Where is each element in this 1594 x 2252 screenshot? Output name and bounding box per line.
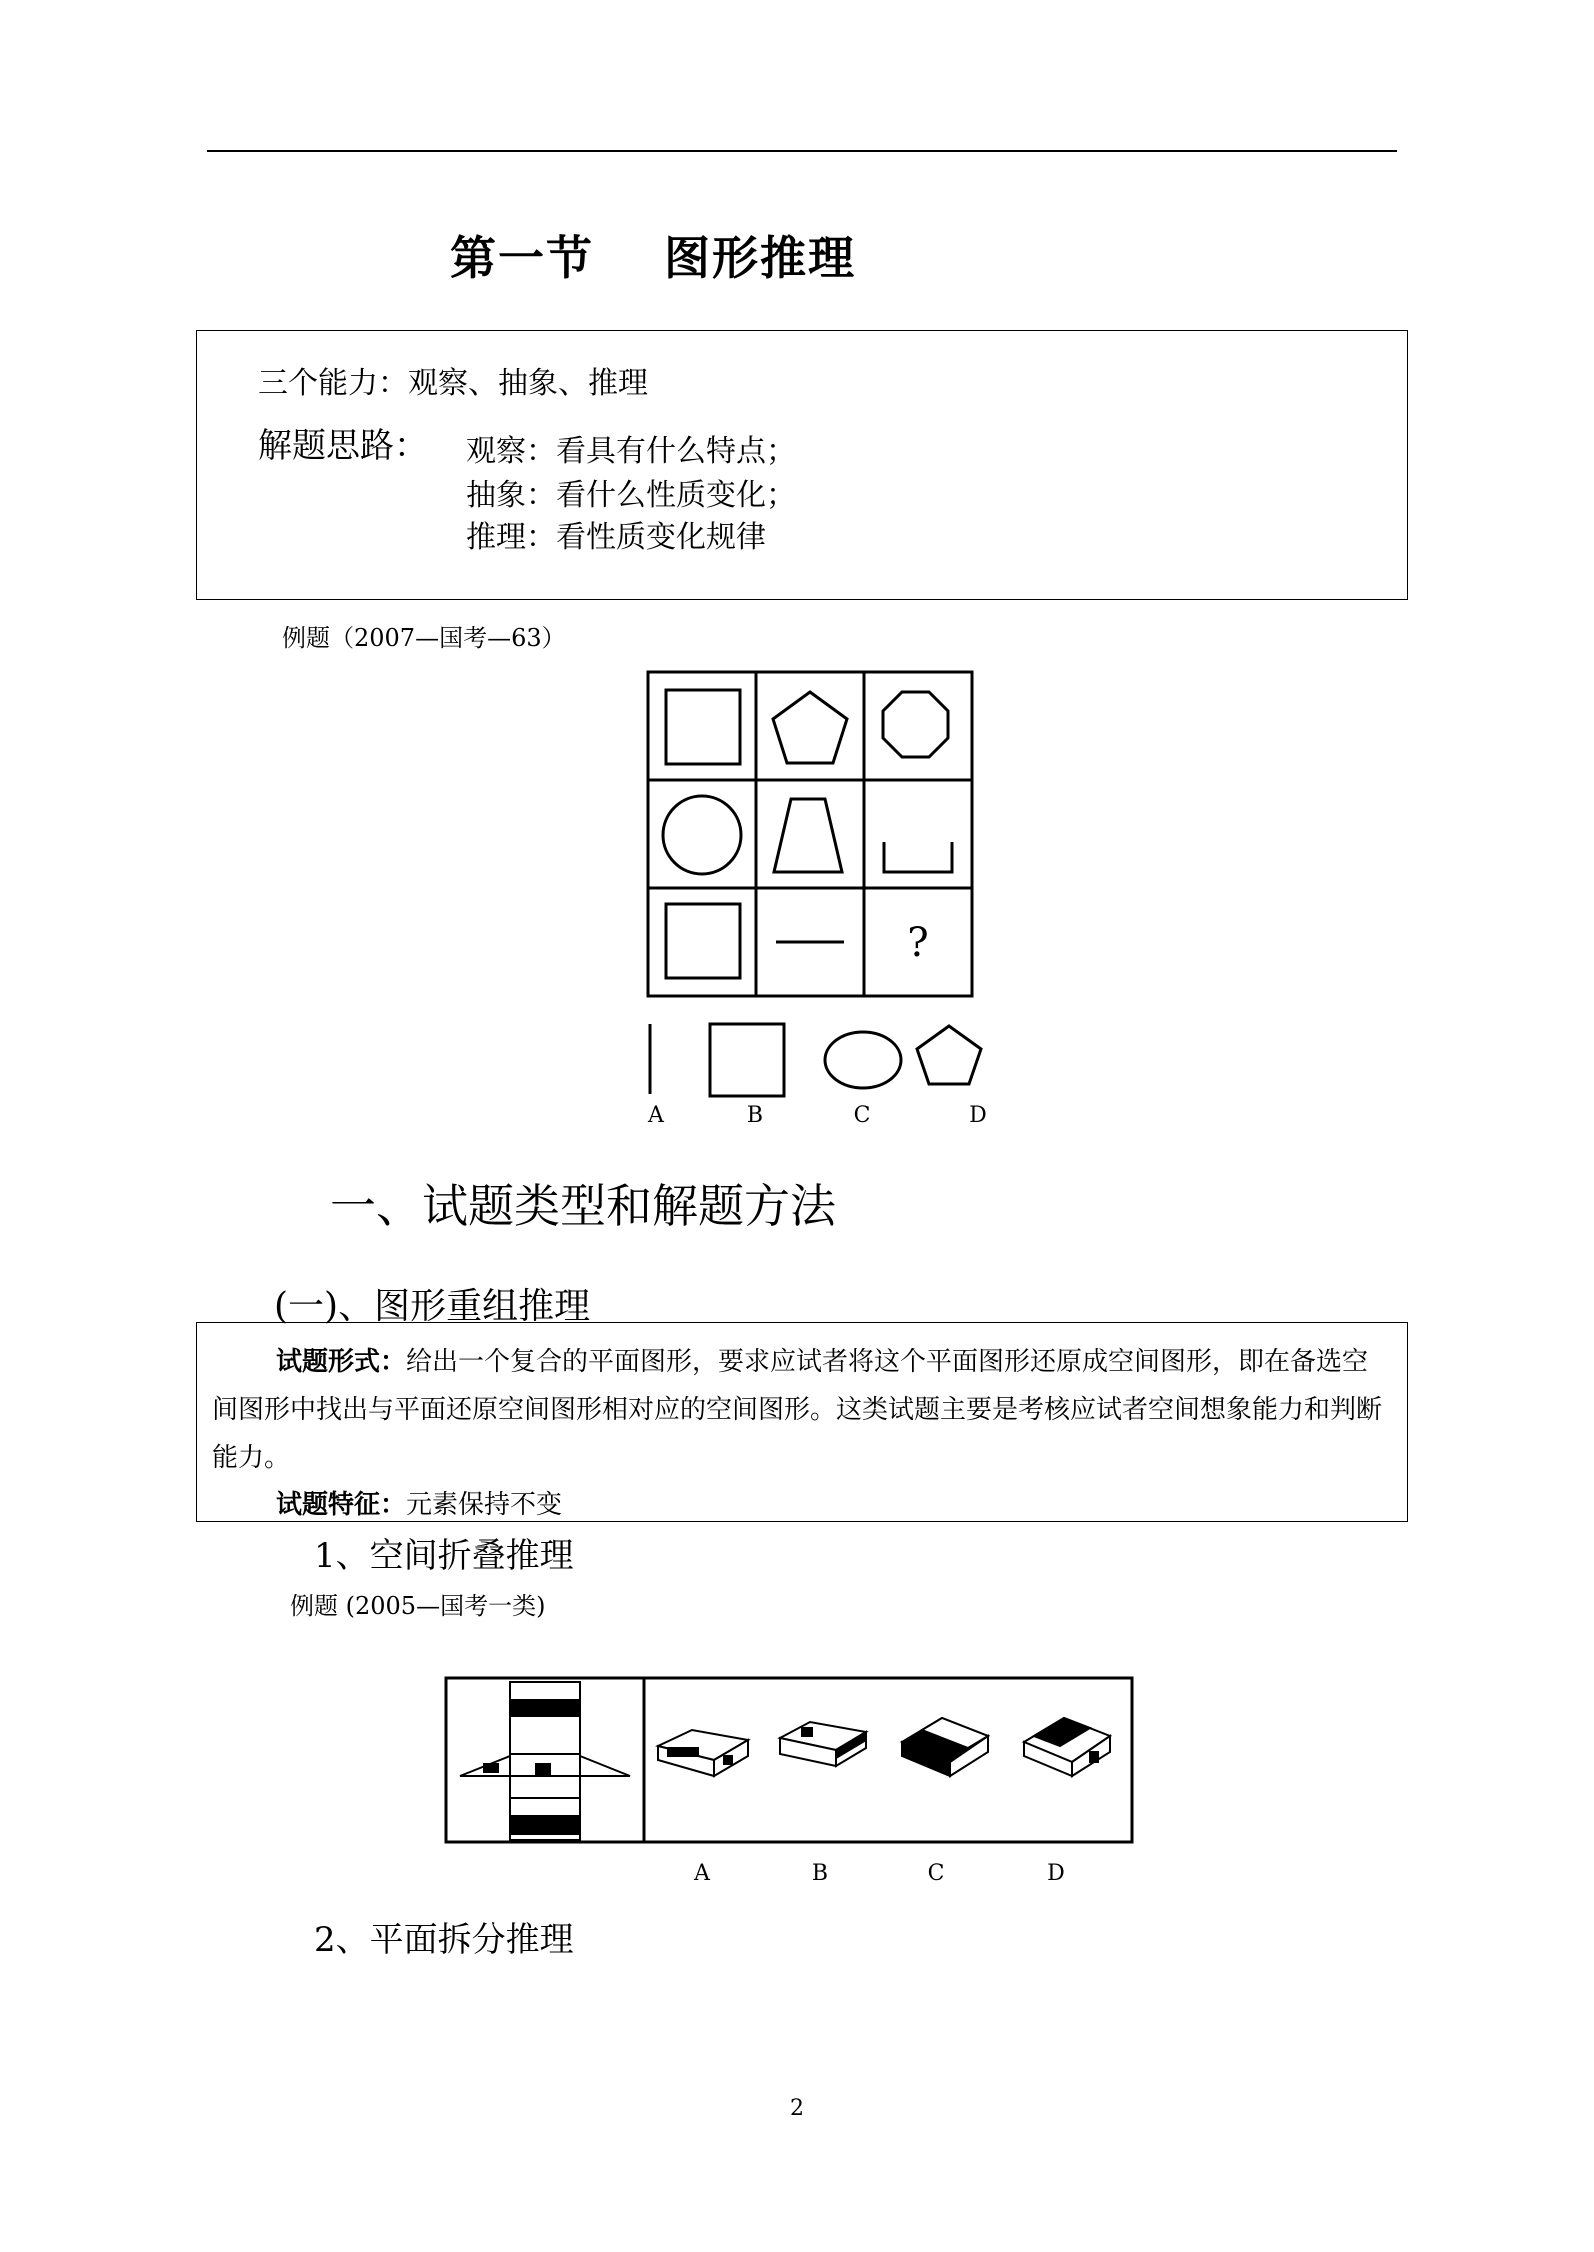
octagon-shape xyxy=(883,692,948,757)
trapezoid-shape xyxy=(774,799,842,872)
open-box-shape xyxy=(884,842,952,872)
example1-caption: 例题（2007—国考—63） xyxy=(282,624,566,652)
item2-heading: 2、平面拆分推理 xyxy=(314,1920,574,1960)
approach-label: 解题思路： xyxy=(258,426,428,466)
feature-label: 试题特征： xyxy=(276,1490,407,1520)
example2-caption: 例题 (2005—国考一类) xyxy=(290,1592,546,1620)
fold-option-label-d: D xyxy=(1047,1861,1065,1886)
feature-line xyxy=(276,1484,562,1521)
subsection-heading: (一)、图形重组推理 xyxy=(274,1286,591,1327)
item1-heading: 1、空间折叠推理 xyxy=(314,1536,574,1576)
option-c-ellipse xyxy=(825,1032,901,1088)
header-rule xyxy=(207,150,1397,152)
abilities-line: 三个能力：观察、抽象、推理 xyxy=(258,366,648,401)
approach-line-observe: 观察：看具有什么特点； xyxy=(466,434,796,469)
example1-figure xyxy=(640,664,987,1128)
title-topic: 图形推理 xyxy=(664,231,856,285)
section-heading: 一、试题类型和解题方法 xyxy=(330,1179,836,1233)
pentagon-shape xyxy=(773,692,847,763)
unfolded-net xyxy=(460,1682,630,1840)
approach-line-abstract: 抽象：看什么性质变化； xyxy=(466,478,796,513)
fold-option-label-a: A xyxy=(694,1861,710,1886)
circle-shape xyxy=(663,796,741,874)
option-c-solid xyxy=(902,1718,988,1776)
page-number: 2 xyxy=(790,2096,804,2121)
form-label: 试题形式： xyxy=(276,1347,407,1377)
option-b-square xyxy=(710,1024,784,1096)
option-label-a: A xyxy=(648,1103,664,1128)
form-paragraph xyxy=(212,1338,1392,1482)
option-label-c: C xyxy=(853,1103,871,1128)
title-section-number: 第一节 xyxy=(450,231,594,285)
fold-option-label-b: B xyxy=(811,1861,829,1886)
approach-line-reason: 推理：看性质变化规律 xyxy=(466,520,766,555)
option-label-b: B xyxy=(746,1103,764,1128)
option-a-solid xyxy=(658,1730,748,1776)
fold-option-label-c: C xyxy=(927,1861,945,1886)
square-shape-2 xyxy=(666,904,740,978)
option-label-d: D xyxy=(969,1103,987,1128)
option-d-solid xyxy=(1024,1718,1110,1776)
page-title xyxy=(450,222,856,288)
option-d-pentagon xyxy=(917,1026,981,1084)
option-b-solid xyxy=(780,1722,866,1766)
feature-text: 元素保持不变 xyxy=(406,1490,563,1520)
example2-figure xyxy=(440,1672,1140,1892)
square-shape xyxy=(666,690,740,764)
form-text: 给出一个复合的平面图形，要求应试者将这个平面图形还原成空间图形，即在备选空间图形中找出与平面还原空间图形相对应的空间图形。这类试题主要是考核应试者空间想象能力和判断能力。 xyxy=(212,1347,1383,1473)
question-mark: ? xyxy=(907,920,929,966)
